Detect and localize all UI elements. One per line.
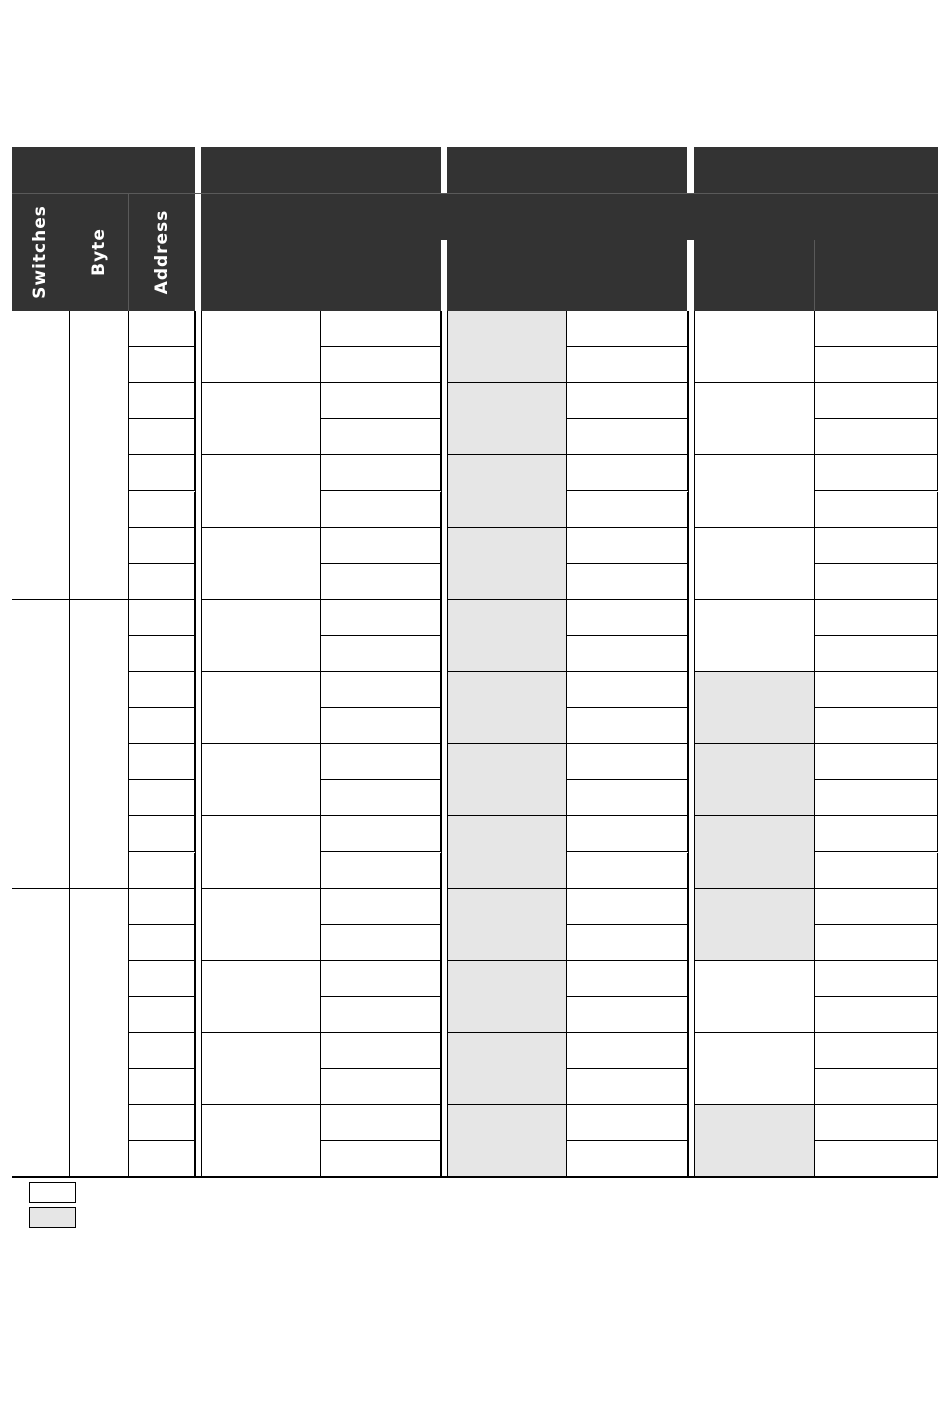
address-cell [129, 528, 195, 564]
group3-sub-cell [815, 1141, 938, 1177]
group1-sub-cell [321, 1069, 441, 1105]
header-divider [814, 240, 815, 311]
group1-main-cell [201, 816, 321, 888]
group2-main-cell [447, 528, 567, 600]
group1-main-cell [201, 383, 321, 455]
group3-sub-cell [815, 780, 938, 816]
group1-sub-cell [321, 708, 441, 744]
group1-sub-cell [321, 816, 441, 852]
group3-main-cell [694, 311, 815, 383]
group3-sub-cell [815, 889, 938, 925]
group1-sub-cell [321, 419, 441, 455]
group2-sub-cell [567, 780, 688, 816]
group3-sub-cell [815, 528, 938, 564]
group2-sub-cell [567, 853, 688, 889]
group3-main-cell [694, 600, 815, 672]
group2-main-cell [447, 961, 567, 1033]
group3-sub-cell [815, 455, 938, 491]
column-divider [195, 311, 196, 1177]
address-cell [129, 925, 195, 961]
byte-cell [70, 311, 129, 600]
group1-sub-cell [321, 600, 441, 636]
group3-sub-cell [815, 600, 938, 636]
group3-sub-cell [815, 1069, 938, 1105]
group3-sub-cell [815, 997, 938, 1033]
group3-sub-cell [815, 636, 938, 672]
group3-main-cell [694, 1033, 815, 1105]
group1-sub-cell [321, 636, 441, 672]
group2-main-cell [447, 455, 567, 527]
group3-sub-cell [815, 492, 938, 528]
byte-header: Byte [89, 228, 109, 276]
address-cell [129, 600, 195, 636]
switches-cell [12, 311, 70, 600]
group1-main-cell [201, 1033, 321, 1105]
address-cell [129, 636, 195, 672]
group3-main-cell [694, 455, 815, 527]
address-cell [129, 311, 195, 347]
group3-sub-cell [815, 1033, 938, 1069]
group3-sub-cell [815, 672, 938, 708]
group1-sub-cell [321, 925, 441, 961]
group1-main-cell [201, 672, 321, 744]
address-cell [129, 347, 195, 383]
group1-main-cell [201, 600, 321, 672]
group1-main-cell [201, 528, 321, 600]
group1-main-cell [201, 889, 321, 961]
header-divider [12, 193, 938, 194]
group3-sub-cell [815, 1105, 938, 1141]
address-cell [129, 492, 195, 528]
group1-sub-cell [321, 1105, 441, 1141]
header-divider [128, 194, 129, 311]
column-divider [688, 311, 689, 1177]
group1-main-cell [201, 961, 321, 1033]
address-cell [129, 744, 195, 780]
group2-sub-cell [567, 961, 688, 997]
group2-main-cell [447, 311, 567, 383]
group1-sub-cell [321, 455, 441, 491]
address-cell [129, 997, 195, 1033]
address-cell [129, 455, 195, 491]
group3-sub-cell [815, 708, 938, 744]
group2-main-cell [447, 600, 567, 672]
group2-sub-cell [567, 600, 688, 636]
address-cell [129, 1069, 195, 1105]
table-bottom-rule [12, 1176, 938, 1178]
group1-sub-cell [321, 311, 441, 347]
group2-sub-cell [567, 1141, 688, 1177]
address-header: Address [152, 209, 172, 295]
group1-sub-cell [321, 564, 441, 600]
group2-sub-cell [567, 744, 688, 780]
address-cell [129, 383, 195, 419]
address-cell [129, 672, 195, 708]
group3-sub-cell [815, 853, 938, 889]
group3-main-cell [694, 383, 815, 455]
group3-sub-cell [815, 419, 938, 455]
group1-sub-cell [321, 997, 441, 1033]
group3-main-cell [694, 528, 815, 600]
group1-sub-cell [321, 853, 441, 889]
group2-sub-cell [567, 564, 688, 600]
group1-sub-cell [321, 1033, 441, 1069]
group2-sub-cell [567, 1105, 688, 1141]
group2-sub-cell [567, 816, 688, 852]
group1-main-cell [201, 744, 321, 816]
group3-main-cell [694, 1105, 815, 1177]
group3-sub-cell [815, 961, 938, 997]
group2-main-cell [447, 672, 567, 744]
legend-swatch-unshaded [29, 1182, 76, 1203]
address-cell [129, 708, 195, 744]
group1-main-cell [201, 1105, 321, 1177]
address-cell [129, 853, 195, 889]
group2-main-cell [447, 1105, 567, 1177]
group2-sub-cell [567, 492, 688, 528]
address-cell [129, 1141, 195, 1177]
group3-main-cell [694, 816, 815, 888]
switches-header: Switches [30, 205, 50, 299]
byte-cell [70, 600, 129, 889]
group3-sub-cell [815, 744, 938, 780]
address-cell [129, 419, 195, 455]
group1-sub-cell [321, 961, 441, 997]
group3-main-cell [694, 744, 815, 816]
group2-main-cell [447, 1033, 567, 1105]
group1-sub-cell [321, 347, 441, 383]
address-cell [129, 961, 195, 997]
group3-main-cell [694, 961, 815, 1033]
group1-main-cell [201, 311, 321, 383]
group2-sub-cell [567, 311, 688, 347]
group3-main-cell [694, 889, 815, 961]
group1-sub-cell [321, 1141, 441, 1177]
group1-sub-cell [321, 383, 441, 419]
group1-sub-cell [321, 672, 441, 708]
address-cell [129, 1105, 195, 1141]
group2-sub-cell [567, 455, 688, 491]
switches-cell [12, 889, 70, 1178]
group2-sub-cell [567, 997, 688, 1033]
address-cell [129, 889, 195, 925]
group2-sub-cell [567, 636, 688, 672]
column-divider [447, 311, 448, 1177]
group3-sub-cell [815, 564, 938, 600]
group2-sub-cell [567, 672, 688, 708]
group2-sub-cell [567, 708, 688, 744]
address-cell [129, 1033, 195, 1069]
group1-sub-cell [321, 744, 441, 780]
switches-cell [12, 600, 70, 889]
column-divider [694, 311, 695, 1177]
group3-main-cell [694, 672, 815, 744]
group3-sub-cell [815, 925, 938, 961]
group3-sub-cell [815, 816, 938, 852]
address-cell [129, 816, 195, 852]
group2-sub-cell [567, 347, 688, 383]
group1-sub-cell [321, 528, 441, 564]
group2-sub-cell [567, 419, 688, 455]
group3-sub-cell [815, 311, 938, 347]
group1-sub-cell [321, 492, 441, 528]
address-cell [129, 780, 195, 816]
column-divider [201, 311, 202, 1177]
byte-cell [70, 889, 129, 1178]
group2-sub-cell [567, 528, 688, 564]
group2-main-cell [447, 889, 567, 961]
group2-sub-cell [567, 1069, 688, 1105]
group1-sub-cell [321, 889, 441, 925]
group2-main-cell [447, 816, 567, 888]
group2-main-cell [447, 383, 567, 455]
address-cell [129, 564, 195, 600]
column-divider [441, 311, 442, 1177]
legend-swatch-shaded [29, 1207, 76, 1228]
group1-sub-cell [321, 780, 441, 816]
group2-main-cell [447, 744, 567, 816]
group2-sub-cell [567, 383, 688, 419]
group3-sub-cell [815, 383, 938, 419]
group3-sub-cell [815, 347, 938, 383]
group1-main-cell [201, 455, 321, 527]
group2-sub-cell [567, 925, 688, 961]
group2-sub-cell [567, 889, 688, 925]
header-band [201, 194, 938, 240]
group2-sub-cell [567, 1033, 688, 1069]
